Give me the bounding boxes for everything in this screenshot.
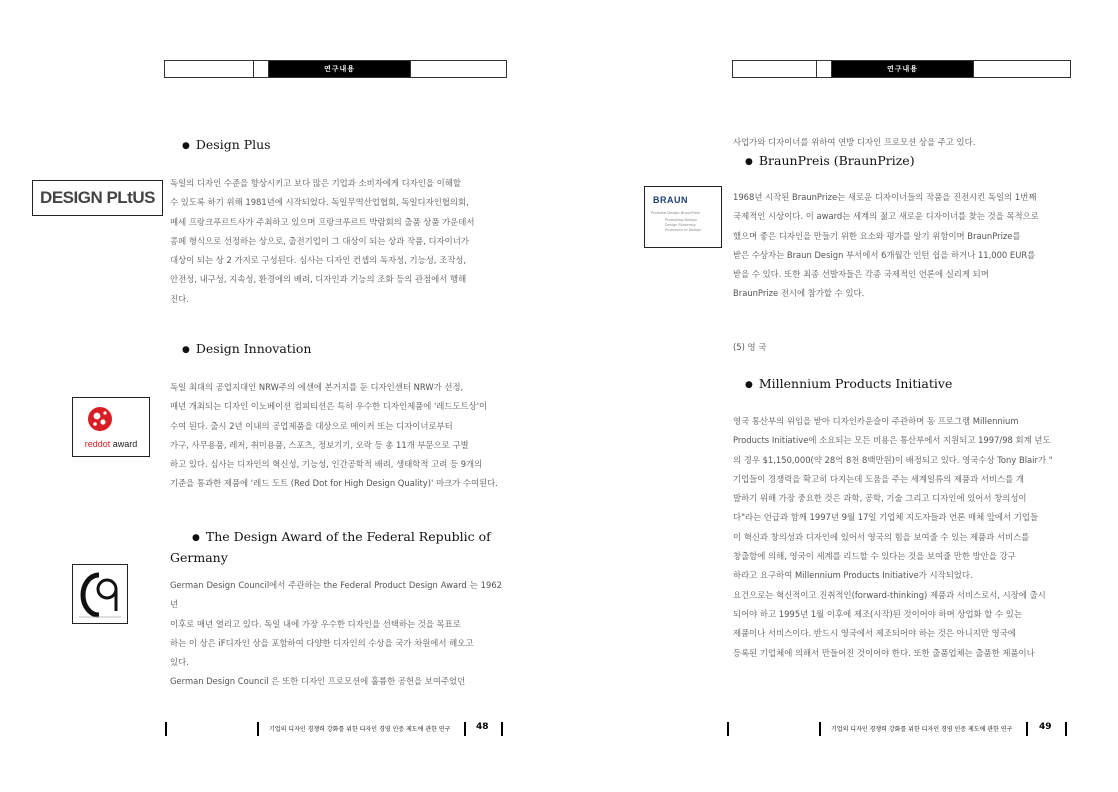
design-innovation-heading: ● Design Innovation xyxy=(182,341,312,356)
text-line: German Design Council 은 또한 디자인 프로모션에 훌륭한 공헌을 보여주었던 xyxy=(170,676,466,687)
text-line: 안전성, 내구성, 지속성, 환경에의 배려, 디자인과 기능의 조화 등의 관점에서 행해 xyxy=(170,274,467,285)
text-line: 기준을 통과한 제품에 '레드 도트 (Red Dot for High Design Quality)' 마크가 수여된다. xyxy=(170,478,498,489)
millennium-paragraph xyxy=(733,412,1066,663)
design-plus-heading: ● Design Plus xyxy=(182,137,271,152)
footer-bar xyxy=(819,722,821,736)
text-line: German Design Council에서 주관하는 the Federal Product Design Award 는 1962년 xyxy=(170,580,502,610)
braun-logo-line: Promoting Design xyxy=(665,218,697,222)
millennium-heading: ● Millennium Products Initiative xyxy=(745,376,953,391)
braun-logo xyxy=(644,186,722,248)
right-intro-line: 사업가와 디자이너를 위하여 연방 디자인 프로모션 상을 주고 있다. xyxy=(733,137,976,147)
footer-bar xyxy=(464,722,466,736)
text-line: 이 혁신과 창의성과 디자인에 있어서 영국의 힘을 보여줄 수 있는 제품과 서비스를 xyxy=(733,531,1030,542)
bullet-icon: ● xyxy=(182,345,190,355)
text-line: 제품이나 서비스이다. 반드시 영국에서 제조되어야 하는 것은 아니지만 영국에 xyxy=(733,628,1016,639)
braun-logo-line: Promote Design BraunPreis xyxy=(651,211,700,215)
text-line: 수여 된다. 출시 2년 이내의 공업제품을 대상으로 메이커 또는 디자이너로부터 xyxy=(170,420,453,431)
reddot-icon xyxy=(73,400,149,438)
footer-bar xyxy=(165,722,167,736)
text-line: 하는 이 상은 iF디자인 상을 포함하여 다양한 디자인의 수상을 국가 차원에서 해오고 xyxy=(170,637,474,648)
bullet-icon: ● xyxy=(182,141,190,151)
text-line: Products Initiative에 소요되는 모든 비용은 통산부에서 지원되고 1997/98 회계 년도 xyxy=(733,435,1051,446)
text-line: 발하기 위해 가장 중요한 것은 과학, 공학, 기술 그리고 디자인에 있어서 창의성이 xyxy=(733,493,1027,504)
design-plus-logo xyxy=(32,180,163,216)
right-header-bar xyxy=(732,60,1071,78)
text-line: 가구, 사무용품, 레저, 취미용품, 스포츠, 정보기기, 오락 등 총 11개 부문으로 구별 xyxy=(170,439,469,450)
right-footer xyxy=(727,722,1069,736)
bullet-icon: ● xyxy=(745,380,753,390)
text-line: 있다. xyxy=(170,657,189,668)
footer-bar xyxy=(727,722,729,736)
design-innovation-paragraph xyxy=(170,378,502,494)
footer-bar xyxy=(257,722,259,736)
design-plus-paragraph xyxy=(170,174,502,309)
reddot-logo-black-text: award xyxy=(110,439,138,449)
text-line: 등록된 기업체에 의해서 만들어진 것이어야 한다. 또한 출품업체는 출품한 제품이나 xyxy=(733,647,1035,658)
left-page-number: 48 xyxy=(476,722,489,732)
left-footer-text: 기업의 디자인 경쟁력 강화를 위한 디자인 경영 인증 제도에 관한 연구 xyxy=(269,726,451,733)
bullet-icon: ● xyxy=(192,533,200,543)
right-footer-text: 기업의 디자인 경쟁력 강화를 위한 디자인 경영 인증 제도에 관한 연구 xyxy=(831,726,1013,733)
federal-award-icon xyxy=(73,565,127,623)
braun-heading: ● BraunPreis (BraunPrize) xyxy=(745,153,915,168)
text-line: 했으며 좋은 디자인을 만들기 위한 요소와 평가를 알기 위함이며 BraunPrize를 xyxy=(733,230,1021,241)
text-line: 대상이 되는 상 2 가지로 구성된다. 심사는 디자인 컨셉의 독자성, 기능성, 조작성, xyxy=(170,255,467,266)
text-line: 영국 통산부의 위임을 받아 디자인카운슬이 주관하며 동 프로그램 Millennium xyxy=(733,416,1019,426)
design-plus-logo-text: DESIGN PLtUS xyxy=(40,188,155,207)
braun-logo-line: Promovoir le Design xyxy=(665,228,702,232)
text-line: 되어야 하고 1995년 1월 이후에 제조(시작)된 것이어야 하며 상업화 할 수 있는 xyxy=(733,608,1022,619)
text-line: 기업들이 경쟁력을 확고히 다지는데 도움을 주는 세계일류의 제품과 서비스를 개 xyxy=(733,473,1024,484)
text-line: 국제적인 시상이다. 이 award는 세계의 젊고 새로운 디자이너를 찾는 것을 목적으로 xyxy=(733,211,1039,222)
left-header-bar xyxy=(164,60,507,78)
reddot-logo xyxy=(72,397,150,457)
text-line: 이후로 매년 열리고 있다. 독일 내에 가장 우수한 디자인을 선택하는 것을 목표로 xyxy=(170,618,461,629)
federal-award-paragraph xyxy=(170,576,502,692)
text-line: 창출함에 의해, 영국이 세계를 리드할 수 있다는 것을 보여줄 만한 방안을 강구 xyxy=(733,551,1016,562)
text-line: 하고 있다. 심사는 디자인의 혁신성, 기능성, 인간공학적 배려, 생태학적 고려 등 9개의 xyxy=(170,459,483,470)
header-cell xyxy=(817,61,832,77)
right-header-label: 연구내용 xyxy=(832,61,974,77)
text-line: 메세 프랑크푸르트사가 주최하고 있으며 프랑크푸르트 박람회의 출품 상품 가운데서 xyxy=(170,216,475,227)
text-line: 의 경우 $1,150,000(약 28억 8천 8백만원)이 배정되고 있다. 영국수상 Tony Blair가 " xyxy=(733,454,1053,465)
header-cell xyxy=(974,61,1070,77)
text-line: 수 있도록 하기 위해 1981년에 시작되었다. 독일무역산업협회, 독일디자인협의회, xyxy=(170,197,469,208)
text-line: 1968년 시작된 BraunPrize는 새로운 디자이너들의 작품을 진전시킨 독일의 1번째 xyxy=(733,192,1037,202)
uk-section-label: (5) 영 국 xyxy=(733,342,767,352)
text-line: 매년 개최되는 디자인 이노베이션 컴피티션은 특히 우수한 디자인제품에 '레드도트상'이 xyxy=(170,401,488,412)
braun-logo-line: Design Fördernig xyxy=(665,223,696,227)
footer-bar xyxy=(1065,722,1067,736)
header-cell xyxy=(165,61,254,77)
left-footer xyxy=(165,722,505,736)
text-line: 독일의 디자인 수준을 향상시키고 보다 많은 기업과 소비자에게 디자인을 이해할 xyxy=(170,178,461,188)
header-cell xyxy=(733,61,817,77)
federal-award-logo xyxy=(72,564,128,624)
text-line: 다"라는 언급과 함께 1997년 9월 17일 기업체 지도자들과 언론 매체 앞에서 기업들 xyxy=(733,512,1039,523)
bullet-icon: ● xyxy=(745,157,753,167)
left-header-label: 연구내용 xyxy=(269,61,411,77)
text-line: 받을 수 있다. 또한 최종 선발자들은 각종 국제적인 언론에 실리게 되며 xyxy=(733,269,989,280)
text-line: 독일 최대의 공업지대인 NRW주의 에센에 본거지를 둔 디자인센터 NRW가 선정, xyxy=(170,382,464,392)
text-line: 받은 수상자는 Braun Design 부서에서 6개월간 인턴 쉽을 하거나 11,000 EUR를 xyxy=(733,249,1036,260)
header-cell xyxy=(254,61,269,77)
footer-bar xyxy=(501,722,503,736)
text-line: 진다. xyxy=(170,293,189,304)
footer-bar xyxy=(1026,722,1028,736)
text-line: 요건으로는 혁신적이고 진취적인(forward-thinking) 제품과 서비스로서, 시장에 출시 xyxy=(733,589,1046,600)
right-page-number: 49 xyxy=(1039,722,1052,732)
braun-logo-brand: BRAUN xyxy=(653,195,688,205)
braun-paragraph xyxy=(733,188,1066,304)
header-cell xyxy=(411,61,506,77)
federal-award-heading: ● The Design Award of the Federal Republic of Germany xyxy=(170,529,491,565)
text-line: BraunPrize 전시에 참가할 수 있다. xyxy=(733,288,865,299)
text-line: 하라고 요구하여 Millennium Products Initiative가 시작되었다. xyxy=(733,570,973,581)
text-line: 콩페 형식으로 선정하는 상으로, 출전기업이 그 대상이 되는 상과 작품, 디자이너가 xyxy=(170,235,469,246)
reddot-logo-red-text: reddot xyxy=(84,439,111,449)
